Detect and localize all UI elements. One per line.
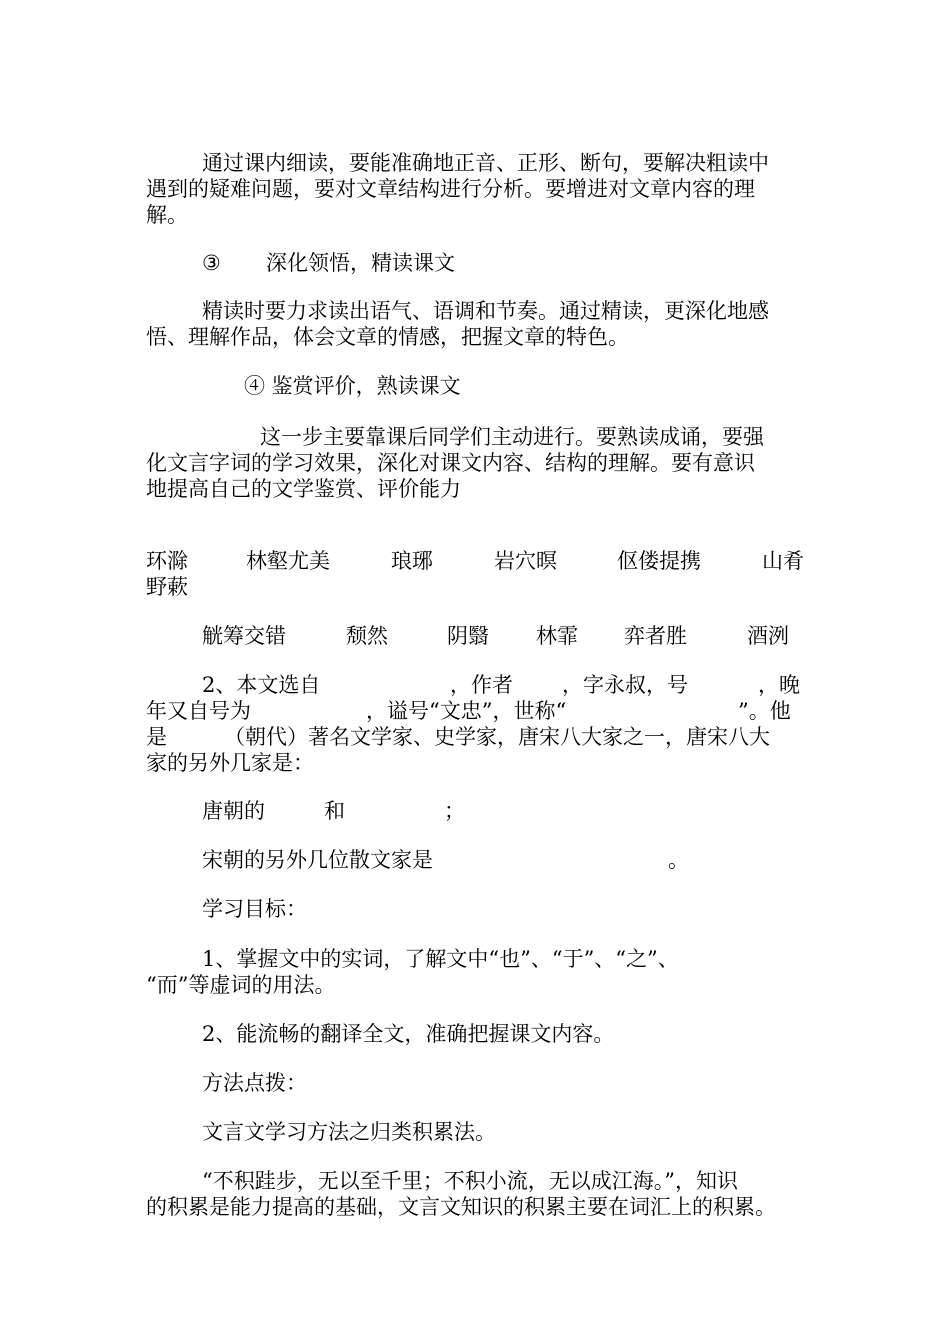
vocab-word: 岩穴暝 bbox=[494, 549, 557, 573]
vocab-word: 环滁 bbox=[146, 549, 188, 573]
question-text: ； bbox=[444, 799, 465, 823]
question-text: ，晚 bbox=[758, 673, 800, 697]
vocab-word: 林霏 bbox=[536, 624, 578, 648]
vocab-word: 阴翳 bbox=[447, 624, 489, 648]
goal-line: 2、能流畅的翻译全文，准确把握课文内容。 bbox=[202, 1022, 615, 1046]
question-text: 是 bbox=[146, 725, 167, 749]
paragraph-line: 解。 bbox=[146, 203, 188, 227]
paragraph-line: 这一步主要靠课后同学们主动进行。要熟读成诵，要强 bbox=[260, 425, 764, 449]
vocab-word: 颓然 bbox=[346, 624, 388, 648]
paragraph-line: 精读时要力求读出语气、语调和节奏。通过精读，更深化地感 bbox=[202, 299, 769, 323]
vocab-word: 弈者胜 bbox=[624, 624, 687, 648]
vocab-word: 觥筹交错 bbox=[202, 624, 286, 648]
question-text: 和 bbox=[324, 799, 345, 823]
question-text: 唐朝的 bbox=[202, 799, 265, 823]
vocab-word: 琅琊 bbox=[391, 549, 433, 573]
method-line: “不积跬步，无以至千里；不积小流，无以成江海。”，知识 bbox=[202, 1169, 738, 1193]
paragraph-line: 遇到的疑难问题，要对文章结构进行分析。要增进对文章内容的理 bbox=[146, 177, 755, 201]
question-text: ”。他 bbox=[738, 699, 791, 723]
question-text: 家的另外几家是： bbox=[146, 751, 314, 775]
heading-text: 深化领悟，精读课文 bbox=[266, 251, 455, 275]
question-text: ，字永叔，号 bbox=[562, 673, 688, 697]
goal-line: 1、掌握文中的实词，了解文中“也”、“于”、“之”、 bbox=[202, 947, 679, 971]
question-text: 2、本文选自 bbox=[202, 673, 321, 697]
vocab-word: 酒洌 bbox=[747, 624, 789, 648]
paragraph-line: 悟、理解作品，体会文章的情感，把握文章的特色。 bbox=[146, 325, 629, 349]
paragraph-line: 通过课内细读，要能准确地正音、正形、断句，要解决粗读中 bbox=[202, 151, 769, 175]
question-text: （朝代）著名文学家、史学家，唐宋八大家之一，唐宋八大 bbox=[224, 725, 770, 749]
question-text: ，谥号“文忠”，世称“ bbox=[366, 699, 567, 723]
paragraph-line: 化文言字词的学习效果，深化对课文内容、结构的理解。要有意识 bbox=[146, 451, 755, 475]
goal-line: “而”等虚词的用法。 bbox=[146, 973, 336, 997]
question-text: 。 bbox=[668, 848, 689, 872]
paragraph-line: 地提高自己的文学鉴赏、评价能力 bbox=[146, 477, 461, 501]
heading-text: ④ 鉴赏评价，熟读课文 bbox=[244, 374, 461, 398]
section-title: 学习目标： bbox=[202, 897, 307, 921]
vocab-word: 野蔌 bbox=[146, 575, 188, 599]
question-text: ，作者 bbox=[450, 673, 513, 697]
question-text: 年又自号为 bbox=[146, 699, 251, 723]
vocab-word: 伛偻提携 bbox=[617, 549, 701, 573]
vocab-word: 山肴 bbox=[762, 549, 804, 573]
question-text: 宋朝的另外几位散文家是 bbox=[202, 848, 433, 872]
vocab-word: 林壑尤美 bbox=[246, 549, 330, 573]
method-line: 文言文学习方法之归类积累法。 bbox=[202, 1120, 496, 1144]
method-line: 的积累是能力提高的基础，文言文知识的积累主要在词汇上的积累。 bbox=[146, 1195, 776, 1219]
section-title: 方法点拨： bbox=[202, 1071, 307, 1095]
heading-number: ③ bbox=[202, 251, 221, 275]
